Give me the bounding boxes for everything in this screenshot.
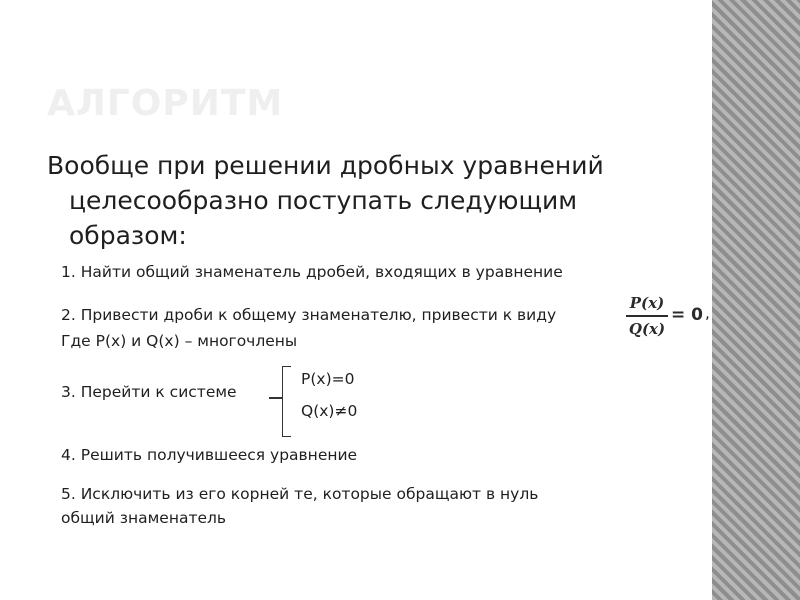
- formula-comma: ,: [705, 304, 710, 322]
- step-2-note: Где P(x) и Q(x) – многочлены: [61, 332, 298, 350]
- intro-line: образом:: [69, 221, 187, 250]
- slide-title: АЛГОРИТМ: [47, 83, 284, 124]
- fraction-formula: [623, 291, 705, 343]
- intro-line: целесообразно поступать следующим: [69, 186, 578, 215]
- fraction-bar: [626, 315, 668, 317]
- fraction: [625, 291, 669, 341]
- system-equation-2: Q(x)≠0: [301, 402, 358, 420]
- system-brace: [282, 366, 291, 437]
- intro-paragraph: [47, 148, 647, 253]
- fraction-denominator: Q(x): [628, 320, 666, 338]
- step-1-text: 1. Найти общий знаменатель дробей, входящих в уравнение: [61, 263, 563, 281]
- step-5-text: 5. Исключить из его корней те, которые обращают в нуль: [61, 485, 539, 503]
- step-2-text: 2. Привести дроби к общему знаменателю, привести к виду: [61, 306, 557, 324]
- intro-line: Вообще при решении дробных уравнений: [47, 151, 604, 180]
- decorative-side-band: [712, 0, 800, 600]
- step-4-text: 4. Решить получившееся уравнение: [61, 446, 358, 464]
- step-5-text-continued: общий знаменатель: [61, 509, 227, 527]
- fraction-numerator: P(x): [629, 294, 665, 312]
- system-equation-1: P(x)=0: [301, 370, 355, 388]
- formula-equals-zero: = 0: [671, 305, 703, 325]
- system-brace-tick: [269, 397, 282, 399]
- step-3-text: 3. Перейти к системе: [61, 383, 237, 401]
